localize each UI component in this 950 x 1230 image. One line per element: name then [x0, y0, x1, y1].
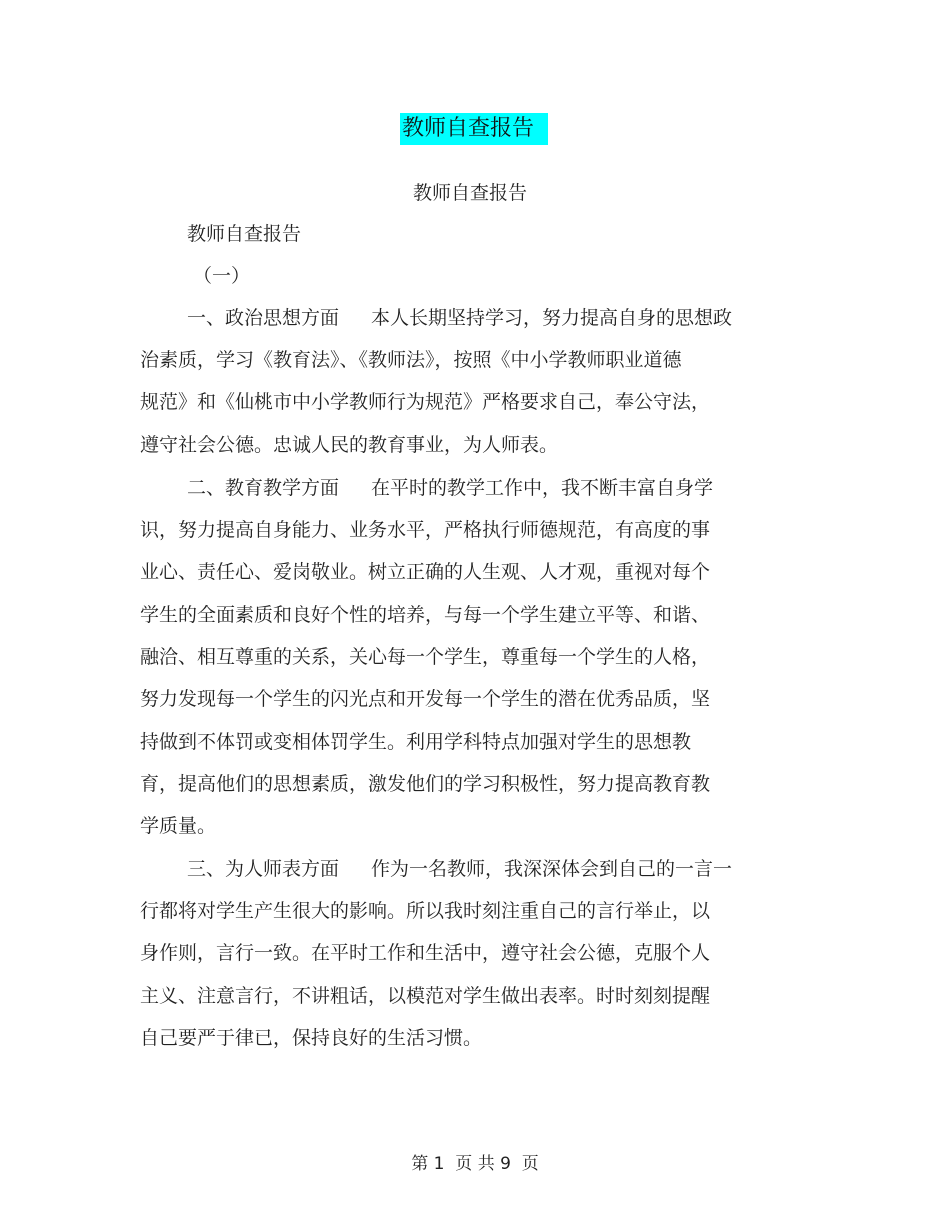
paragraph-line: 学质量。 [140, 815, 217, 837]
section3-heading: 三、为人师表方面 [187, 858, 340, 880]
section1-first-line [187, 305, 732, 331]
paragraph-line: 身作则，言行一致。在平时工作和生活中，遵守社会公德，克服个人 [140, 942, 711, 964]
paragraph-line: 主义、注意言行，不讲粗话，以模范对学生做出表率。时时刻刻提醒 [140, 985, 711, 1007]
paragraph-line: 育，提高他们的思想素质，激发他们的学习积极性，努力提高教育教 [140, 773, 711, 795]
section-marker: （一） [193, 265, 251, 287]
document-title: 教师自查报告 [400, 113, 548, 145]
paragraph-line: 努力发现每一个学生的闪光点和开发每一个学生的潜在优秀品质，坚 [140, 688, 711, 710]
page-number-footer: 第 1 页 共 9 页 [411, 1154, 539, 1174]
section2-heading: 二、教育教学方面 [187, 477, 340, 499]
paragraph-line: 行都将对学生产生很大的影响。所以我时刻注重自己的言行举止，以 [140, 900, 711, 922]
paragraph-line: 作为一名教师，我深深体会到自己的一言一 [371, 858, 733, 880]
paragraph-line: 业心、责任心、爱岗敬业。树立正确的人生观、人才观，重视对每个 [140, 561, 711, 583]
document-subtitle: 教师自查报告 [412, 182, 527, 204]
section3-first-line [187, 856, 732, 882]
paragraph-line: 融洽、相互尊重的关系，关心每一个学生，尊重每一个学生的人格， [140, 646, 711, 668]
paragraph-line: 在平时的教学工作中，我不断丰富自身学 [371, 477, 714, 499]
paragraph-line: 本人长期坚持学习，努力提高自身的思想政 [371, 307, 733, 329]
paragraph-line: 学生的全面素质和良好个性的培养，与每一个学生建立平等、和谐、 [140, 604, 711, 626]
section1-heading: 一、政治思想方面 [187, 307, 340, 329]
paragraph-line: 自己要严于律已，保持良好的生活习惯。 [140, 1027, 483, 1049]
paragraph-line: 治素质，学习《教育法》、《教师法》，按照《中小学教师职业道德 [140, 349, 682, 371]
paragraph-line: 遵守社会公德。忠诚人民的教育事业，为人师表。 [140, 434, 559, 456]
report-heading: 教师自查报告 [187, 223, 302, 245]
paragraph-line: 规范》和《仙桃市中小学教师行为规范》严格要求自己，奉公守法， [140, 391, 711, 413]
section2-first-line [187, 475, 713, 501]
paragraph-line: 识，努力提高自身能力、业务水平，严格执行师德规范，有高度的事 [140, 519, 711, 541]
paragraph-line: 持做到不体罚或变相体罚学生。利用学科特点加强对学生的思想教 [140, 731, 692, 753]
